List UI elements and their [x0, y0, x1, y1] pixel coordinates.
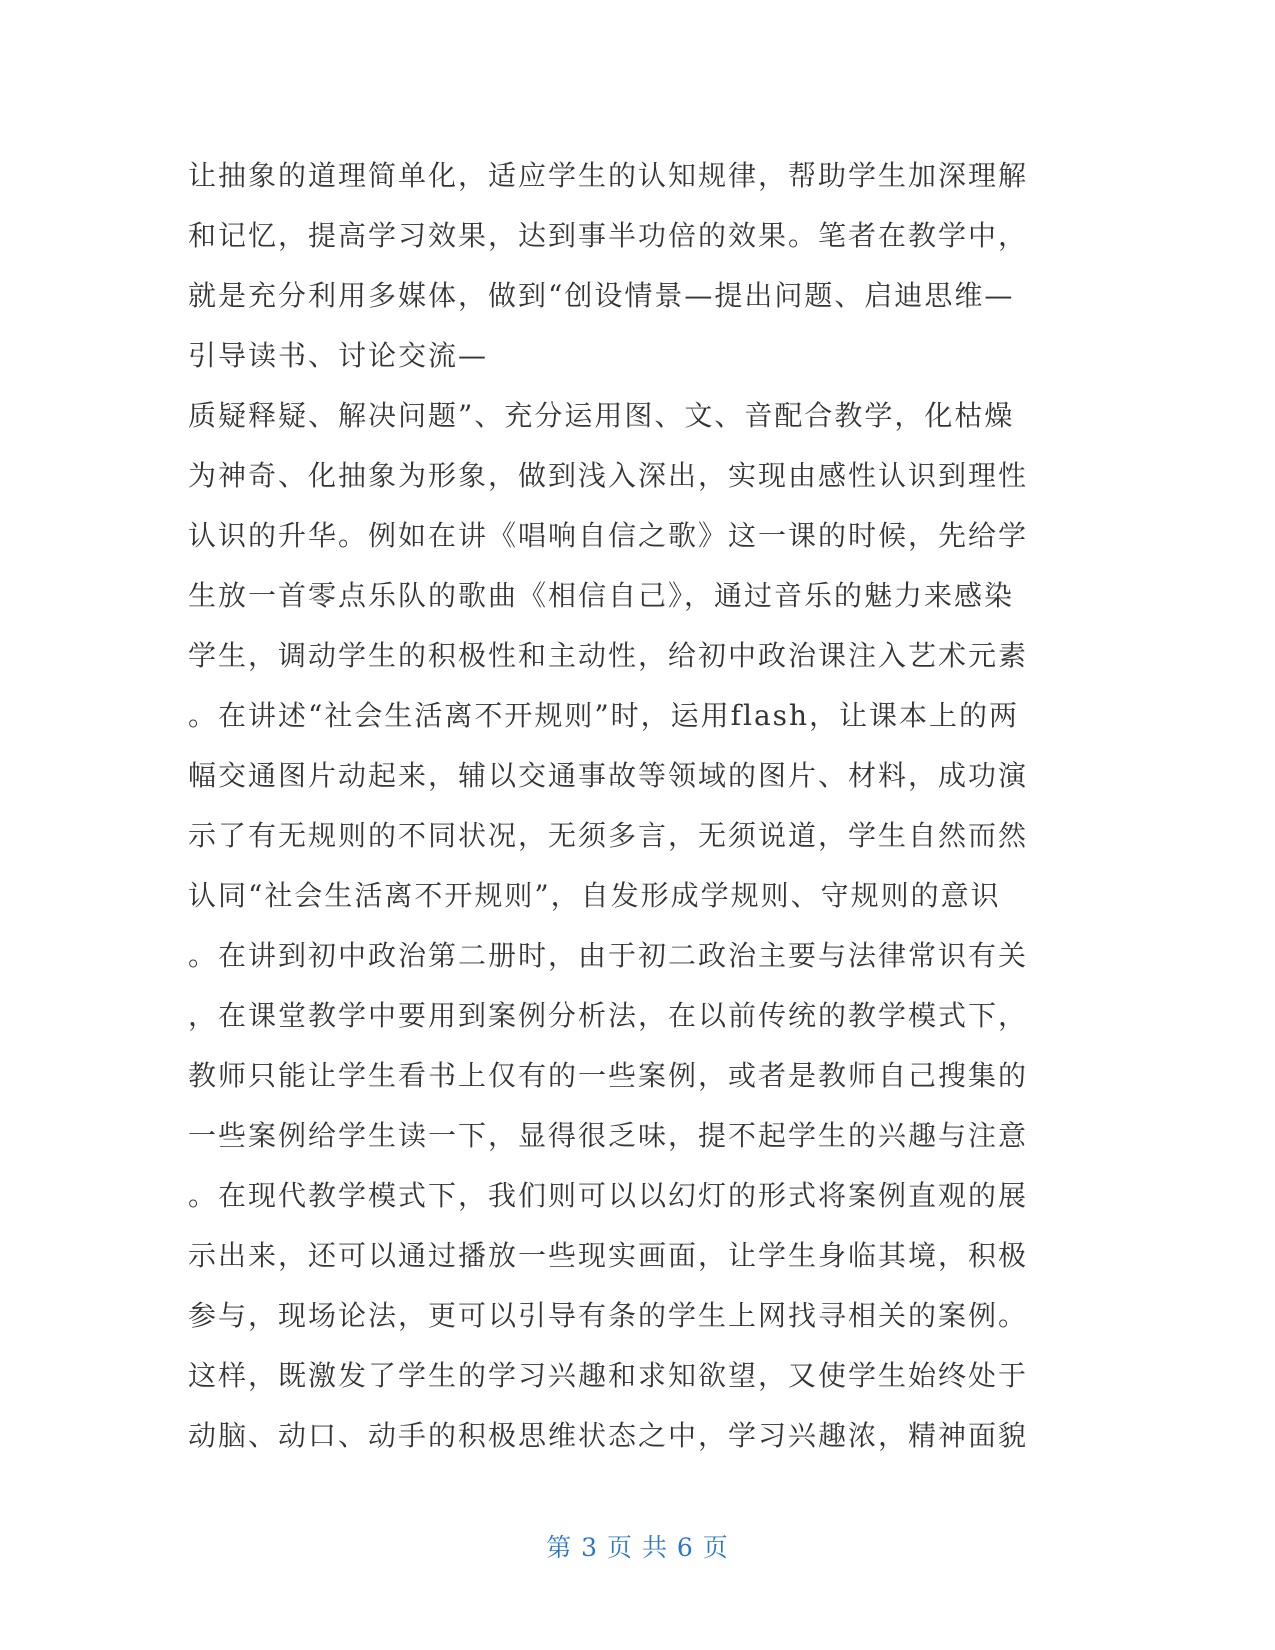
text-line-6: 为神奇、化抽象为形象，做到浅入深出，实现由感性认识到理性	[188, 459, 1029, 492]
text-line-4: 引导读书、讨论交流—	[188, 339, 489, 372]
text-line-18: 。在现代教学模式下，我们则可以以幻灯的形式将案例直观的展	[188, 1179, 1029, 1212]
page-number-footer: 第 3 页 共 6 页	[546, 1533, 729, 1562]
text-line-12: 示了有无规则的不同状况，无须多言，无须说道，学生自然而然	[188, 819, 1029, 852]
text-line-21: 这样，既激发了学生的学习兴趣和求知欲望，又使学生始终处于	[188, 1359, 1029, 1392]
text-line-1: 让抽象的道理简单化，适应学生的认知规律，帮助学生加深理解	[188, 159, 1029, 192]
text-line-8: 生放一首零点乐队的歌曲《相信自己》，通过音乐的魅力来感染	[188, 579, 1015, 612]
text-line-17: 一些案例给学生读一下，显得很乏味，提不起学生的兴趣与注意	[188, 1119, 1029, 1152]
text-line-15: ，在课堂教学中要用到案例分析法，在以前传统的教学模式下，	[188, 999, 1029, 1032]
text-line-13: 认同“社会生活离不开规则”，自发形成学规则、守规则的意识	[188, 879, 1001, 912]
text-line-11: 幅交通图片动起来，辅以交通事故等领域的图片、材料，成功演	[188, 759, 1029, 792]
text-line-9: 学生，调动学生的积极性和主动性，给初中政治课注入艺术元素	[188, 639, 1029, 672]
text-line-10: 。在讲述“社会生活离不开规则”时，运用flash，让课本上的两	[188, 699, 1020, 732]
body-text	[188, 146, 1088, 1466]
text-line-19: 示出来，还可以通过播放一些现实画面，让学生身临其境，积极	[188, 1239, 1029, 1272]
text-line-3: 就是充分利用多媒体，做到“创设情景—提出问题、启迪思维—	[188, 279, 1015, 312]
text-line-14: 。在讲到初中政治第二册时，由于初二政治主要与法律常识有关	[188, 939, 1029, 972]
text-line-22: 动脑、动口、动手的积极思维状态之中，学习兴趣浓，精神面貌	[188, 1419, 1029, 1452]
text-line-5: 质疑释疑、解决问题”、充分运用图、文、音配合教学，化枯燥	[188, 399, 1015, 432]
text-line-7: 认识的升华。例如在讲《唱响自信之歌》这一课的时候，先给学	[188, 519, 1029, 552]
text-line-2: 和记忆，提高学习效果，达到事半功倍的效果。笔者在教学中，	[188, 219, 1029, 252]
text-line-16: 教师只能让学生看书上仅有的一些案例，或者是教师自己搜集的	[188, 1059, 1029, 1092]
text-line-20: 参与，现场论法，更可以引导有条的学生上网找寻相关的案例。	[188, 1299, 1029, 1332]
